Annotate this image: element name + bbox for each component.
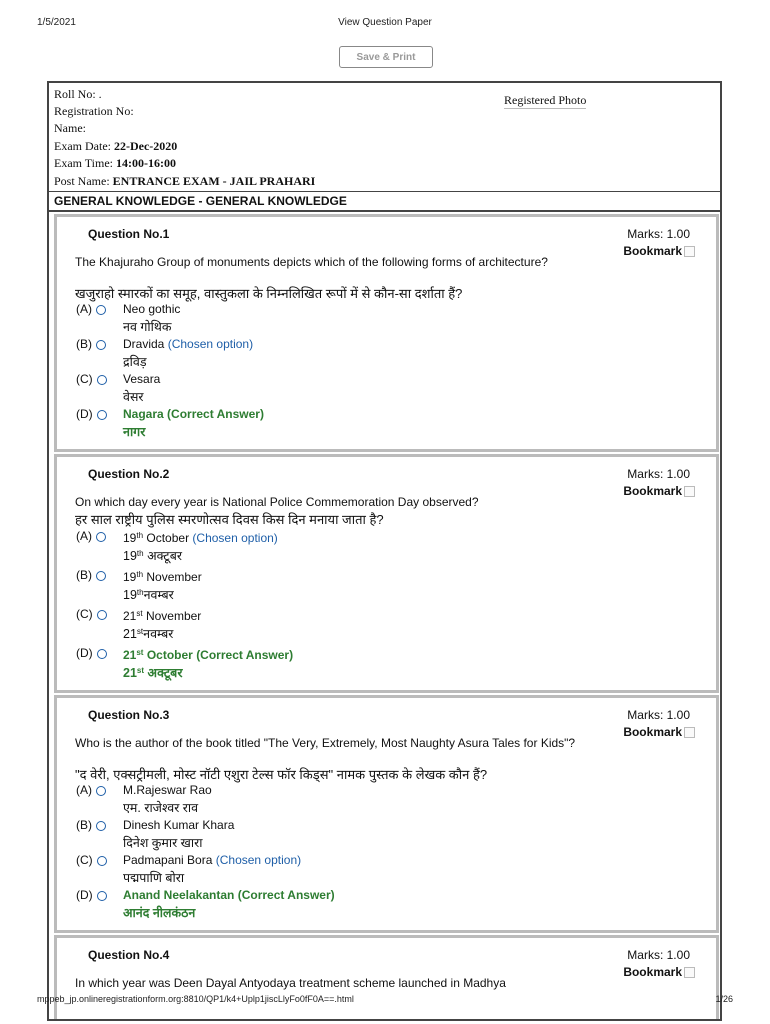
bookmark-checkbox[interactable]	[684, 246, 695, 257]
radio-button[interactable]	[97, 610, 107, 620]
print-header	[37, 17, 733, 31]
bookmark-checkbox[interactable]	[684, 967, 695, 978]
option-text-hi: आनंद नीलकंठन	[123, 906, 196, 920]
option-letter: (D)	[76, 407, 107, 421]
option-letter: (D)	[76, 646, 107, 660]
bookmark-toggle[interactable]	[623, 244, 682, 258]
exam-time-value: 14:00-16:00	[116, 156, 177, 170]
option-letter: (C)	[76, 853, 107, 867]
section-title: GENERAL KNOWLEDGE - GENERAL KNOWLEDGE	[49, 192, 720, 212]
option-letter: (B)	[76, 568, 106, 582]
radio-button[interactable]	[96, 532, 106, 542]
option-text-hi: नव गोथिक	[123, 320, 172, 334]
question-text-hi: "द वेरी, एक्सट्रीमली, मोस्ट नॉटी एशुरा टेल्स फॉर किड्स" नामक पुस्तक के लेखक कौन हैं?	[75, 767, 488, 782]
post-row	[54, 174, 315, 189]
option-text-hi: नागर	[123, 425, 146, 439]
bookmark-toggle[interactable]	[623, 484, 682, 498]
marks-label: Marks: 1.00	[627, 467, 690, 481]
radio-button[interactable]	[97, 856, 107, 866]
marks-label: Marks: 1.00	[627, 227, 690, 241]
option-text-en: 21st October (Correct Answer)	[123, 648, 294, 662]
radio-button[interactable]	[97, 410, 107, 420]
option-text-hi: द्रविड़	[123, 355, 147, 369]
bookmark-toggle[interactable]	[623, 965, 682, 979]
radio-button[interactable]	[96, 340, 106, 350]
question-paper	[47, 81, 722, 1021]
question-text-en: The Khajuraho Group of monuments depicts which of the following forms of architecture?	[75, 255, 548, 269]
option-text-en: 21st November	[123, 609, 202, 623]
marks-label: Marks: 1.00	[627, 948, 690, 962]
option-letter: (A)	[76, 302, 106, 316]
exam-date-label: Exam Date:	[54, 139, 111, 153]
bookmark-label: Bookmark	[623, 244, 682, 258]
page-url: mppeb_jp.onlineregistrationform.org:8810/QP1/k4+Uplp1jiscLlyFo0fF0A==.html	[37, 994, 354, 1004]
question-text-hi: खजुराहो स्मारकों का समूह, वास्तुकला के निम्नलिखित रूपों में से कौन-सा दर्शाता हैं?	[75, 286, 463, 301]
marks-label: Marks: 1.00	[627, 708, 690, 722]
exam-time-label: Exam Time:	[54, 156, 114, 170]
option-text-hi: 19thनवम्बर	[123, 588, 174, 602]
question-number: Question No.2	[88, 467, 170, 481]
bookmark-label: Bookmark	[623, 484, 682, 498]
option-text-hi: 19th अक्टूबर	[123, 549, 182, 563]
option-text-hi: वेसर	[123, 390, 144, 404]
post-label: Post Name:	[54, 174, 110, 188]
question-number: Question No.4	[88, 948, 170, 962]
question-card	[54, 695, 719, 933]
question-text-hi: हर साल राष्ट्रीय पुलिस स्मरणोत्सव दिवस किस दिन मनाया जाता है?	[75, 512, 384, 527]
radio-button[interactable]	[96, 305, 106, 315]
photo-divider	[504, 108, 586, 109]
option-letter: (C)	[76, 607, 107, 621]
exam-time-row	[54, 156, 176, 171]
post-value: ENTRANCE EXAM - JAIL PRAHARI	[112, 174, 316, 188]
chosen-tag: (Chosen option)	[215, 853, 302, 867]
radio-button[interactable]	[97, 375, 107, 385]
option-text-en: Nagara (Correct Answer)	[123, 407, 264, 421]
radio-button[interactable]	[96, 821, 106, 831]
option-letter: (A)	[76, 783, 106, 797]
radio-button[interactable]	[97, 649, 107, 659]
radio-button[interactable]	[96, 786, 106, 796]
option-text-en: Padmapani Bora (Chosen option)	[123, 853, 302, 867]
option-text-en: Anand Neelakantan (Correct Answer)	[123, 888, 335, 902]
name-row	[54, 121, 86, 136]
radio-button[interactable]	[96, 571, 106, 581]
option-letter: (B)	[76, 337, 106, 351]
bookmark-toggle[interactable]	[623, 725, 682, 739]
option-letter: (B)	[76, 818, 106, 832]
roll-value: .	[98, 87, 102, 101]
exam-date-value: 22-Dec-2020	[113, 139, 178, 153]
option-text-en: Neo gothic	[123, 302, 181, 316]
bookmark-label: Bookmark	[623, 725, 682, 739]
question-text-en: On which day every year is National Police Commemoration Day observed?	[75, 495, 479, 509]
option-text-en: 19th October (Chosen option)	[123, 531, 278, 545]
registered-photo-label: Registered Photo	[504, 93, 587, 107]
candidate-info	[49, 83, 720, 192]
option-text-hi: एम. राजेश्वर राव	[123, 801, 199, 815]
radio-button[interactable]	[97, 891, 107, 901]
name-label: Name:	[54, 121, 86, 135]
bookmark-checkbox[interactable]	[684, 727, 695, 738]
correct-tag: (Correct Answer)	[196, 648, 294, 662]
exam-date-row	[54, 139, 177, 154]
question-number: Question No.1	[88, 227, 170, 241]
question-number: Question No.3	[88, 708, 170, 722]
option-text-en: M.Rajeswar Rao	[123, 783, 212, 797]
option-text-en: Dinesh Kumar Khara	[123, 818, 235, 832]
print-title: View Question Paper	[338, 17, 432, 28]
question-card	[54, 214, 719, 452]
option-text-hi: 21st अक्टूबर	[123, 666, 183, 680]
bookmark-checkbox[interactable]	[684, 486, 695, 497]
print-date: 1/5/2021	[37, 17, 76, 28]
chosen-tag: (Chosen option)	[167, 337, 254, 351]
option-text-en: Dravida (Chosen option)	[123, 337, 254, 351]
page-number: 1/26	[715, 994, 733, 1004]
registration-label: Registration No:	[54, 104, 134, 118]
bookmark-label: Bookmark	[623, 965, 682, 979]
question-card	[54, 454, 719, 693]
option-text-hi: पद्मपाणि बोरा	[123, 871, 185, 885]
roll-row	[54, 87, 102, 102]
chosen-tag: (Chosen option)	[192, 531, 278, 545]
roll-label: Roll No:	[54, 87, 96, 101]
option-letter: (C)	[76, 372, 107, 386]
option-letter: (A)	[76, 529, 106, 543]
save-print-button[interactable]: Save & Print	[339, 46, 433, 68]
question-card	[54, 935, 719, 1021]
question-text-en: In which year was Deen Dayal Antyodaya treatment scheme launched in Madhya	[75, 976, 506, 990]
question-text-en: Who is the author of the book titled "The Very, Extremely, Most Naughty Asura Tales for Kids"?	[75, 736, 576, 750]
option-text-en: 19th November	[123, 570, 202, 584]
correct-tag: (Correct Answer)	[167, 407, 264, 421]
option-text-en: Vesara	[123, 372, 161, 386]
option-letter: (D)	[76, 888, 107, 902]
registration-row	[54, 104, 134, 119]
option-text-hi: दिनेश कुमार खारा	[123, 836, 203, 850]
correct-tag: (Correct Answer)	[237, 888, 335, 902]
option-text-hi: 21stनवम्बर	[123, 627, 174, 641]
